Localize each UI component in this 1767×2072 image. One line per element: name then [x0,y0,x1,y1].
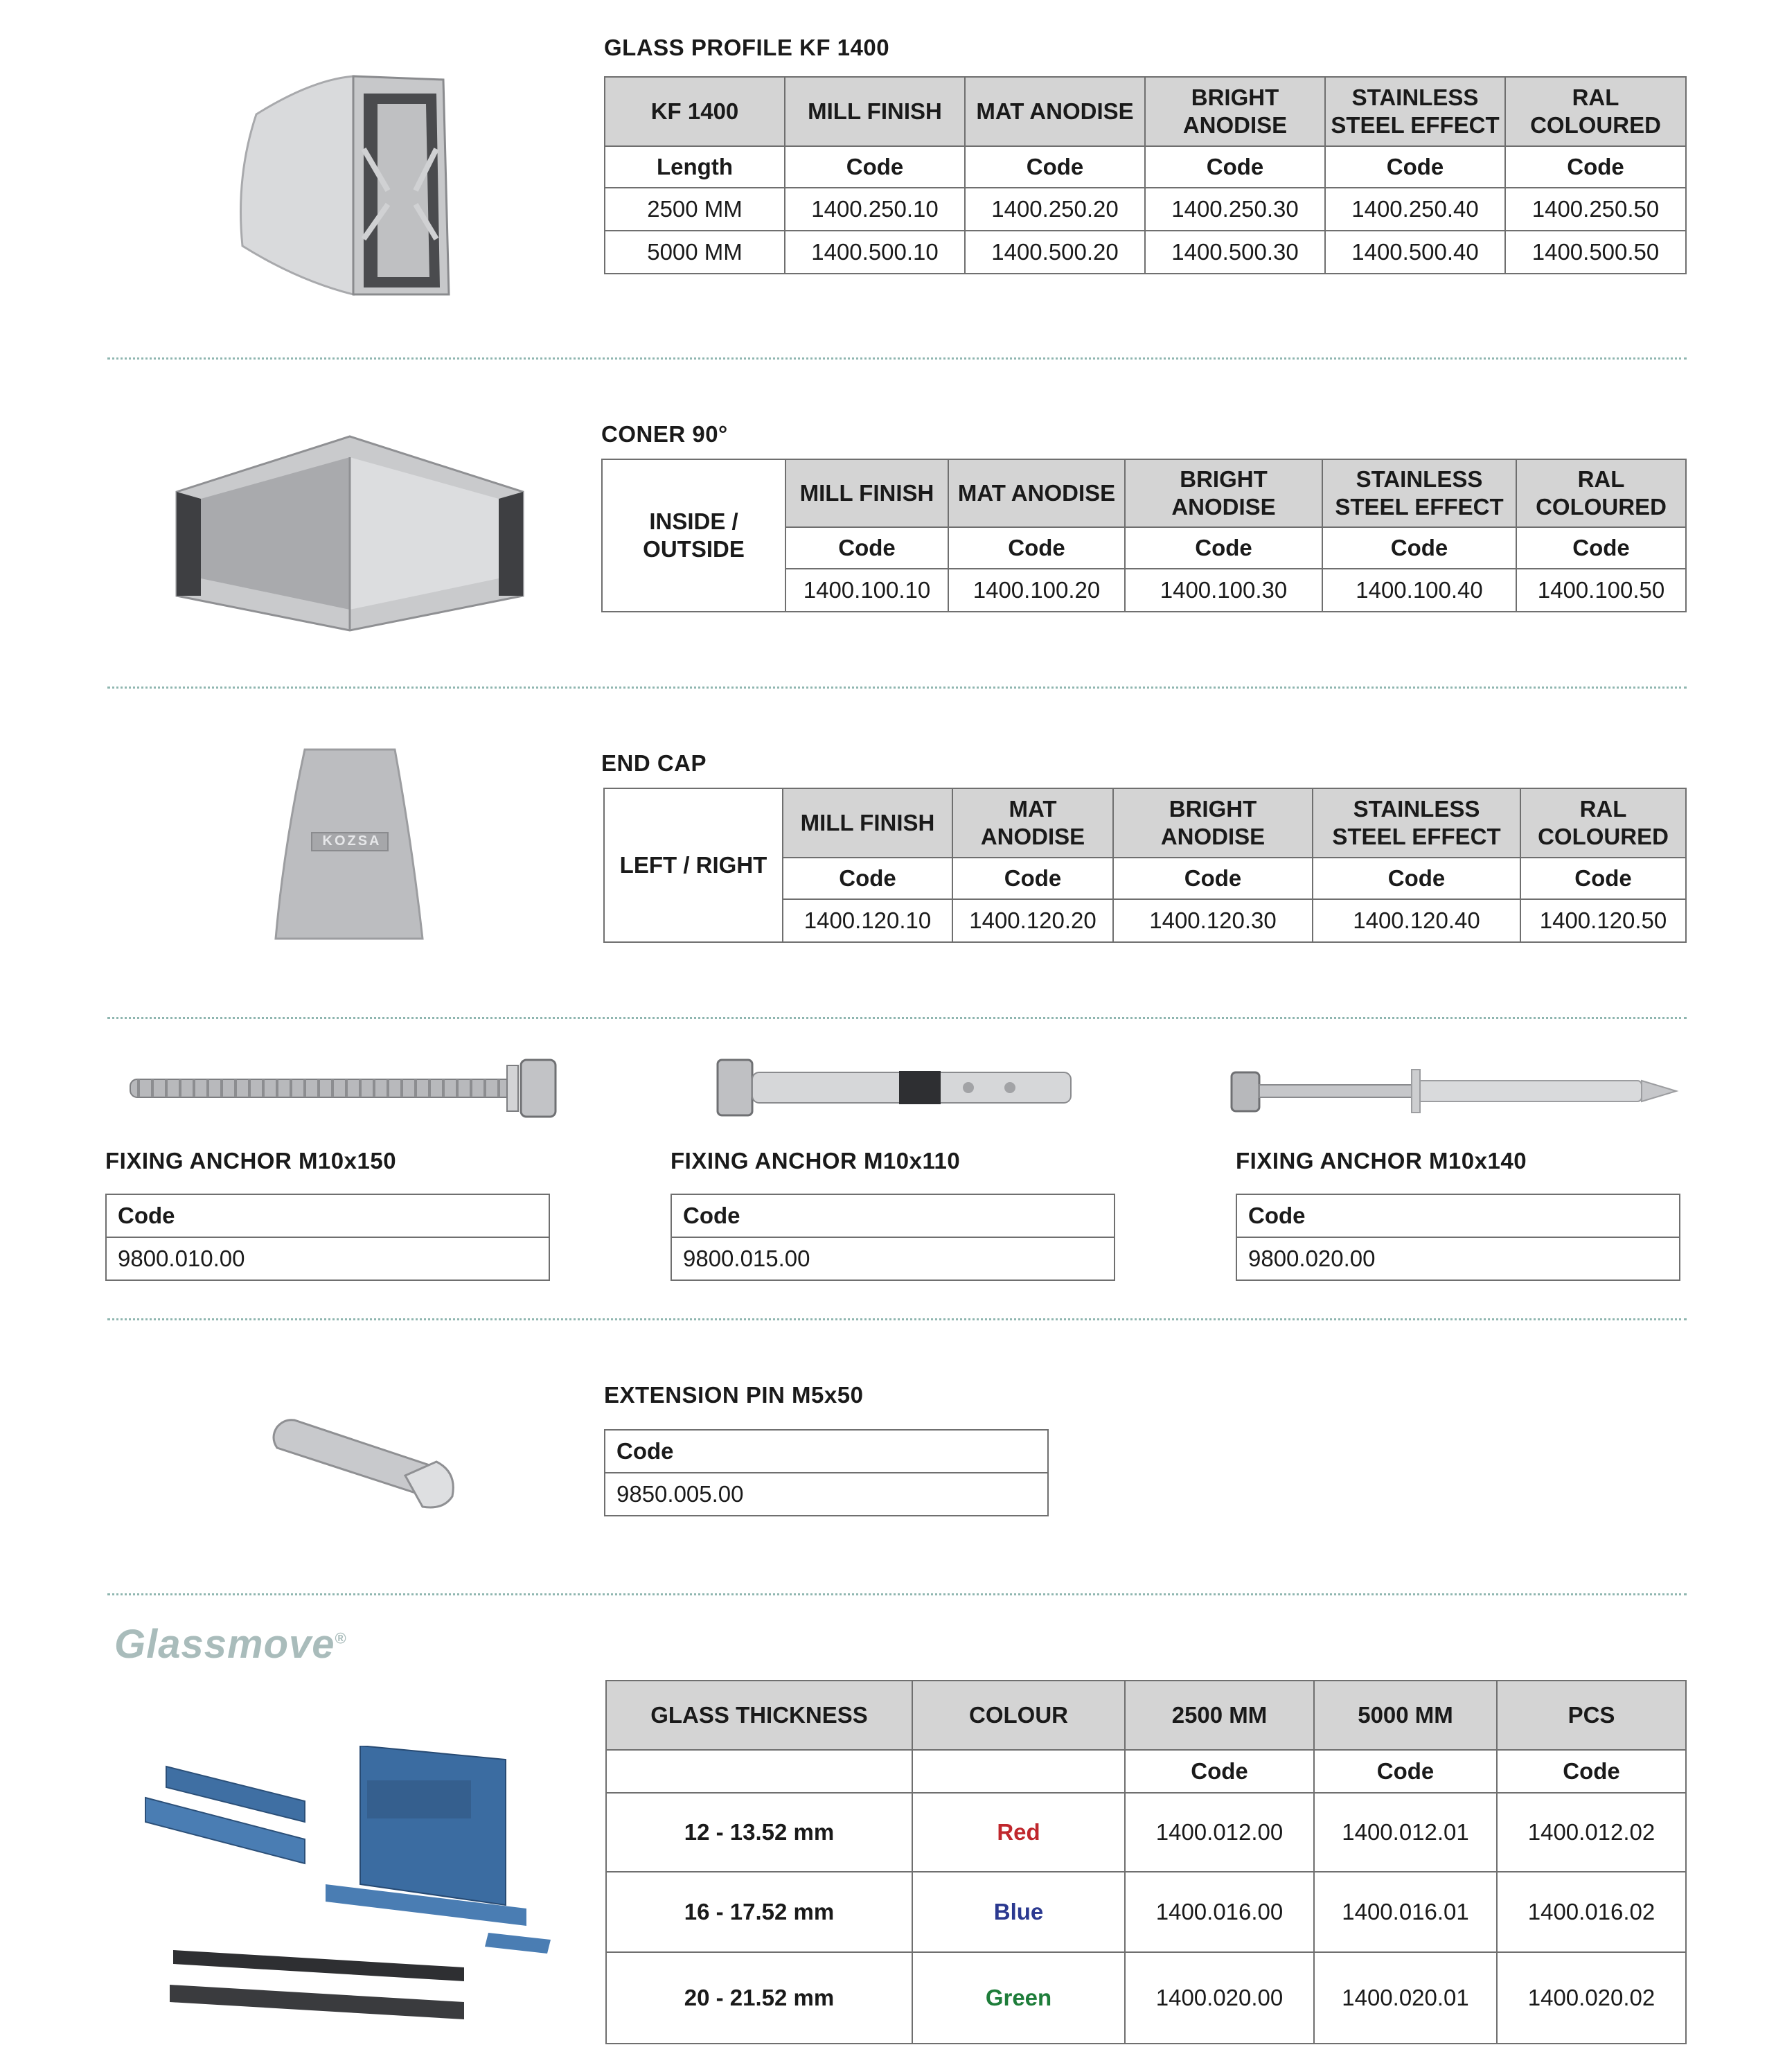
colour-green: Green [912,1952,1125,2044]
profile-cell: 5000 MM [605,231,785,274]
glass-thickness: 20 - 21.52 mm [606,1952,912,2044]
profile-header: BRIGHT ANODISE [1145,77,1325,146]
corner-cell: 1400.100.10 [785,569,948,612]
corner-subheader: Code [1125,527,1322,569]
code-5000: 1400.020.01 [1314,1952,1497,2044]
corner-header: BRIGHT ANODISE [1125,459,1322,527]
glass-thickness: 12 - 13.52 mm [606,1793,912,1872]
profile-cell: 1400.500.20 [965,231,1145,274]
endcap-header: STAINLESS STEEL EFFECT [1313,788,1520,858]
profile-title: GLASS PROFILE KF 1400 [604,35,890,60]
endcap-table [603,788,1687,943]
profile-cell: 2500 MM [605,188,785,231]
profile-cell: 1400.250.40 [1325,188,1505,231]
profile-subheader: Length [605,146,785,188]
table-row [606,1793,1686,1872]
profile-cell: 1400.250.10 [785,188,965,231]
profile-subheader: Code [965,146,1145,188]
glassmove-subheader: Code [1314,1750,1497,1793]
profile-subheader: Code [1505,146,1686,188]
code-pcs: 1400.020.02 [1497,1952,1686,2044]
registered-mark: ® [335,1629,347,1647]
profile-subheader: Code [1325,146,1505,188]
endcap-header: MILL FINISH [783,788,952,858]
code-value: 9800.015.00 [671,1237,1115,1280]
profile-cell: 1400.500.40 [1325,231,1505,274]
corner-image [163,430,530,637]
profile-header: STAINLESS STEEL EFFECT [1325,77,1505,146]
profile-cell: 1400.500.10 [785,231,965,274]
endcap-header: BRIGHT ANODISE [1113,788,1313,858]
code-5000: 1400.012.01 [1314,1793,1497,1872]
code-2500: 1400.012.00 [1125,1793,1314,1872]
endcap-header: RAL COLOURED [1520,788,1686,858]
glassmove-kit-image [139,1746,568,2023]
table-row [605,231,1686,274]
glassmove-table [605,1680,1687,2044]
glassmove-subheader: Code [1497,1750,1686,1793]
profile-cell: 1400.250.30 [1145,188,1325,231]
corner-header: MAT ANODISE [948,459,1125,527]
glassmove-header: 2500 MM [1125,1681,1314,1750]
code-pcs: 1400.012.02 [1497,1793,1686,1872]
corner-header: MILL FINISH [785,459,948,527]
endcap-cell: 1400.120.40 [1313,899,1520,942]
corner-row-label: INSIDE / OUTSIDE [602,459,785,612]
anchor-code-table [105,1194,550,1281]
divider [107,1318,1687,1320]
anchor-sleeve-image [712,1053,1086,1122]
anchor-title: FIXING ANCHOR M10x140 [1236,1148,1527,1174]
endcap-subheader: Code [952,858,1113,899]
endcap-cell: 1400.120.50 [1520,899,1686,942]
anchor-plug-image [1226,1060,1683,1122]
corner-subheader: Code [1516,527,1686,569]
code-header: Code [106,1194,549,1237]
divider [107,687,1687,689]
endcap-subheader: Code [1113,858,1313,899]
endcap-header: MAT ANODISE [952,788,1113,858]
endcap-row-label: LEFT / RIGHT [604,788,783,942]
profile-header: MAT ANODISE [965,77,1145,146]
divider [107,1017,1687,1019]
corner-subheader: Code [948,527,1125,569]
endcap-title: END CAP [601,750,707,776]
code-value: 9850.005.00 [605,1473,1048,1516]
table-row [606,1952,1686,2044]
glassmove-header: PCS [1497,1681,1686,1750]
profile-header: KF 1400 [605,77,785,146]
corner-subheader: Code [785,527,948,569]
glass-thickness: 16 - 17.52 mm [606,1872,912,1952]
profile-cell: 1400.500.30 [1145,231,1325,274]
glassmove-header: GLASS THICKNESS [606,1681,912,1750]
glassmove-subheader: Code [1125,1750,1314,1793]
corner-cell: 1400.100.20 [948,569,1125,612]
profile-cell: 1400.250.20 [965,188,1145,231]
anchor-title: FIXING ANCHOR M10x150 [105,1148,397,1174]
corner-cell: 1400.100.40 [1322,569,1516,612]
glassmove-brand: Glassmove [114,1622,335,1667]
profile-table [604,76,1687,274]
corner-table [601,459,1687,612]
glassmove-logo [114,1621,347,1667]
anchor-rod-image [125,1053,568,1122]
code-pcs: 1400.016.02 [1497,1872,1686,1952]
colour-red: Red [912,1793,1125,1872]
code-value: 9800.020.00 [1236,1237,1680,1280]
endcap-subheader: Code [1313,858,1520,899]
profile-subheader: Code [1145,146,1325,188]
endcap-cell: 1400.120.30 [1113,899,1313,942]
code-value: 9800.010.00 [106,1237,549,1280]
colour-blue: Blue [912,1872,1125,1952]
anchor-code-table [1236,1194,1680,1281]
corner-title: CONER 90° [601,421,728,447]
extension-pin-image [267,1406,468,1517]
code-header: Code [1236,1194,1680,1237]
endcap-subheader: Code [1520,858,1686,899]
code-2500: 1400.020.00 [1125,1952,1314,2044]
divider [107,357,1687,360]
pin-code-table [604,1429,1049,1516]
profile-header: MILL FINISH [785,77,965,146]
profile-cell: 1400.250.50 [1505,188,1686,231]
end-cap-logo: KOZSA [322,833,382,849]
profile-subheader: Code [785,146,965,188]
corner-header: STAINLESS STEEL EFFECT [1322,459,1516,527]
endcap-subheader: Code [783,858,952,899]
code-2500: 1400.016.00 [1125,1872,1314,1952]
glassmove-header: 5000 MM [1314,1681,1497,1750]
profile-header: RAL COLOURED [1505,77,1686,146]
code-5000: 1400.016.01 [1314,1872,1497,1952]
code-header: Code [671,1194,1115,1237]
anchor-title: FIXING ANCHOR M10x110 [671,1148,961,1174]
glassmove-subheader [606,1750,912,1793]
pin-title: EXTENSION PIN M5x50 [604,1382,864,1408]
corner-cell: 1400.100.30 [1125,569,1322,612]
profile-cell: 1400.500.50 [1505,231,1686,274]
code-header: Code [605,1430,1048,1473]
corner-subheader: Code [1322,527,1516,569]
glassmove-subheader [912,1750,1125,1793]
corner-cell: 1400.100.50 [1516,569,1686,612]
anchor-code-table [671,1194,1115,1281]
divider [107,1593,1687,1595]
endcap-cell: 1400.120.20 [952,899,1113,942]
table-row [606,1872,1686,1952]
table-row [605,188,1686,231]
glassmove-header: COLOUR [912,1681,1125,1750]
endcap-cell: 1400.120.10 [783,899,952,942]
glass-profile-image [229,66,464,301]
corner-header: RAL COLOURED [1516,459,1686,527]
